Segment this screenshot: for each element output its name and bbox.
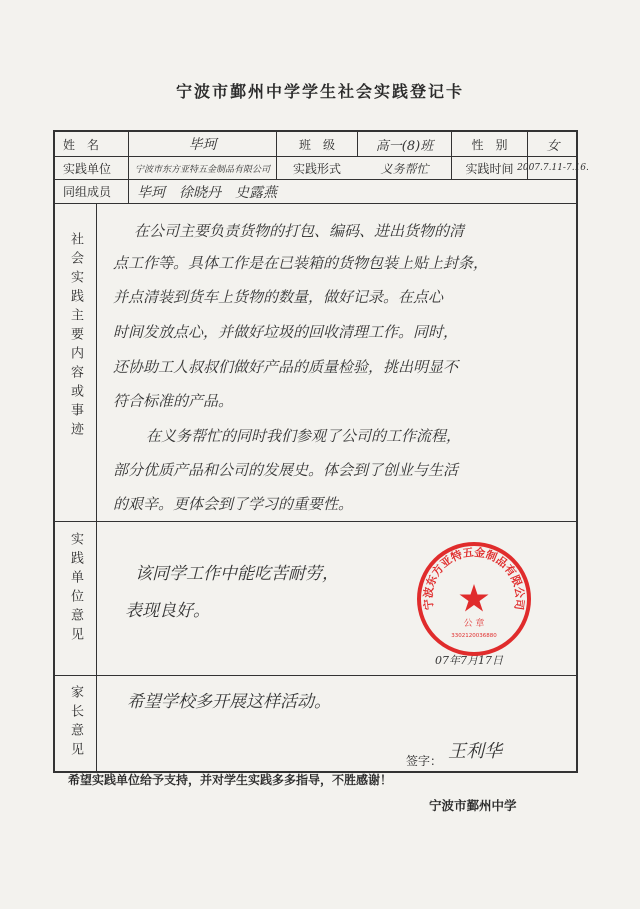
col-divider [96,203,97,771]
content-line: 并点清装到货车上货物的数量，做好记录。在点心 [113,288,444,306]
content-line: 点工作等。具体工作是在已装箱的货物包装上贴上封条， [113,254,489,272]
registration-form [53,130,589,773]
group-label: 同组成员 [63,185,112,199]
row-divider [55,203,576,204]
unit-value: 宁波市东方亚特五金制品有限公司 [134,164,270,175]
unit-opinion-label-text: 实践单位意见 [68,532,83,646]
group-value: 毕珂 徐晓丹 史露燕 [137,184,277,201]
class-value: 高一(8)班 [375,138,434,154]
time-label: 实践时间 [465,161,514,176]
content-line: 在义务帮忙的同时我们参观了公司的工作流程， [131,427,462,445]
unit-label: 实践单位 [63,161,112,176]
sign-label: 签字： [405,753,442,768]
footer-note: 希望实践单位给予支持，并对学生实践多多指导，不胜感谢！ [68,773,393,787]
page-title: 宁波市鄞州中学学生社会实践登记卡 [175,82,464,101]
seal-text: 宁波东方亚特五金制品有限公司 [421,545,527,611]
content-line: 还协助工人叔叔们做好产品的质量检验，挑出明显不 [113,358,459,376]
content-label [55,232,96,441]
content-label-text: 社会实践主要内容或事迹 [68,232,83,441]
time-value: 2007.7.11-7.16. [517,163,589,173]
name-label: 姓 名 [63,137,100,152]
seal-star-icon [460,584,489,612]
seal-code: 3302120036880 [451,633,497,639]
gender-label: 性 别 [471,137,508,152]
signature: 王利华 [448,741,502,762]
parent-opinion-text: 希望学校多开展这样活动。 [127,692,331,712]
form-value: 义务帮忙 [380,161,429,176]
gender-value: 女 [546,138,560,154]
company-seal [415,540,533,658]
content-line: 符合标准的产品。 [113,392,234,410]
row-divider [55,521,576,522]
parent-opinion-label [55,685,96,761]
unit-opinion-date: 07年7月17日 [435,654,503,667]
content-line: 的艰辛。更体会到了学习的重要性。 [113,495,354,513]
unit-opinion-line: 表现良好。 [125,601,210,621]
content-line: 部分优质产品和公司的发展史。体会到了创业与生活 [113,461,459,479]
seal-sub: 公 章 [463,619,485,629]
class-label: 班 级 [298,137,335,152]
unit-opinion-line: 该同学工作中能吃苦耐劳， [135,564,339,584]
content-line: 时间发放点心，并做好垃圾的回收清理工作。同时， [113,323,459,341]
parent-opinion-label-text: 家长意见 [68,685,83,761]
unit-opinion-label [55,532,96,646]
row-divider [55,675,576,676]
content-line: 在公司主要负责货物的打包、编码、进出货物的清 [134,222,465,240]
name-value: 毕珂 [188,137,217,153]
school-name: 宁波市鄞州中学 [429,798,517,813]
form-label: 实践形式 [292,161,341,176]
